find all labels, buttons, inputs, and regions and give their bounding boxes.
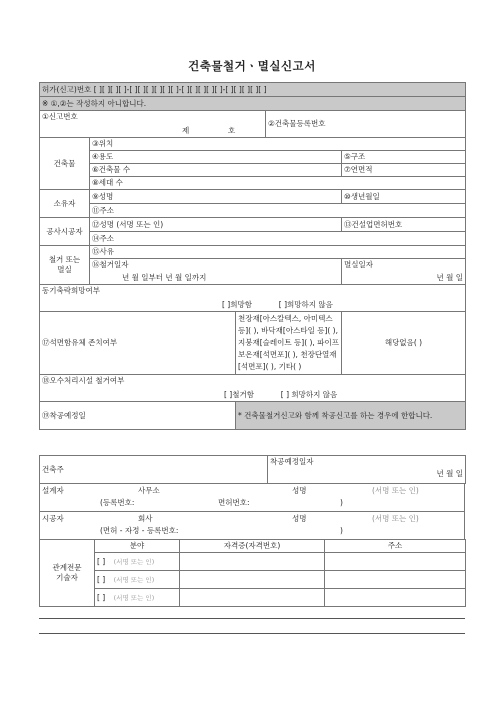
experts-col-addr: 주소 xyxy=(325,540,466,553)
asbestos-label-text: ⑰석면함유체 존치여부 xyxy=(42,338,118,347)
owner-address-field[interactable]: ⑪주소 xyxy=(90,204,466,218)
owner-sign-cell[interactable] xyxy=(40,456,268,484)
expert-row-1-sig: (서명 또는 인) xyxy=(113,557,155,566)
demolition-period-text: 년 월 일부터 년 월 일까지 xyxy=(122,273,207,282)
sewage-cell xyxy=(40,375,466,402)
bottom-divider-2 xyxy=(39,633,465,634)
experts-col-cert: 자격증(자격번호) xyxy=(180,540,325,553)
loss-date-cell[interactable] xyxy=(342,259,466,285)
builder-label: 시공자 xyxy=(42,513,64,523)
expert-row-2-cert[interactable] xyxy=(180,571,325,589)
designer-office: 사무소 xyxy=(138,485,160,495)
experts-label xyxy=(40,540,95,607)
start-date-label: ⑲착공예정일 xyxy=(40,402,236,430)
asbestos-label xyxy=(40,312,236,375)
experts-label-1: 관계전문 xyxy=(52,563,82,572)
asbestos-text[interactable]: 천장재[아스칼텍스, 아미텍스 등]( ), 바닥재[아스타일 등]( ),지붕재[슬레이트 등]( ), 파이프보온재[석면포]( ), 천장단열재[석면포]( ), 기타( ) xyxy=(236,312,342,375)
demolition-label xyxy=(40,246,90,285)
location-field[interactable]: ③위치 xyxy=(90,138,466,151)
bottom-divider-1 xyxy=(39,618,465,619)
asbestos-none[interactable]: 해당없음( ) xyxy=(342,312,466,375)
start-date-sign-label: 착공예정일자 xyxy=(270,457,314,466)
start-date-text: 년 월 일 xyxy=(436,469,463,478)
expert-row-3-cert[interactable] xyxy=(180,589,325,607)
owner-label: 소유자 xyxy=(40,190,90,218)
expert-row-3-sig: (서명 또는 인) xyxy=(113,593,155,602)
expert-row-2-field[interactable] xyxy=(95,571,180,589)
report-number-cell[interactable] xyxy=(40,111,266,138)
contractor-license-field[interactable]: ⑬건설업면허번호 xyxy=(342,218,466,232)
builder-sig: (서명 또는 인) xyxy=(372,513,419,523)
designer-license: 면허번호: xyxy=(218,497,250,507)
experts-table xyxy=(39,539,466,607)
designer-sig: (서명 또는 인) xyxy=(372,485,419,495)
reason-field[interactable]: ⑮사유 xyxy=(90,246,466,259)
report-number-label: ①신고번호 xyxy=(42,112,78,121)
structure-field[interactable]: ⑤구조 xyxy=(342,151,466,164)
building-label: 건축물 xyxy=(40,138,90,190)
sewage-option-remove[interactable]: [ ]철거함 xyxy=(224,390,254,399)
experts-col-field: 분야 xyxy=(95,540,180,553)
builder-close: ) xyxy=(340,525,343,535)
expert-row-2-bracket: [ ] xyxy=(97,574,106,584)
area-field[interactable]: ⑦연면적 xyxy=(342,164,466,177)
consent-option-no[interactable]: [ ]희망하지 않음 xyxy=(278,300,333,309)
contractor-name-field[interactable]: ⑫성명 (서명 또는 인) xyxy=(90,218,342,232)
expert-row-3-addr[interactable] xyxy=(325,589,466,607)
start-date-note: * 건축물철거신고와 함께 착공신고를 하는 경우에 한합니다. xyxy=(236,402,466,430)
expert-row-1-addr[interactable] xyxy=(325,553,466,571)
form-table xyxy=(39,82,466,430)
designer-reg: (등록번호: xyxy=(100,497,135,507)
report-ho: 호 xyxy=(228,126,236,135)
contractor-address-field[interactable]: ⑭주소 xyxy=(90,232,466,246)
owner-birth-field[interactable]: ⑩생년월일 xyxy=(342,190,466,204)
contractor-label: 공사시공자 xyxy=(40,218,90,246)
designer-cell[interactable] xyxy=(40,484,465,512)
households-field[interactable]: ⑧세대 수 xyxy=(90,177,466,190)
expert-row-1-bracket: [ ] xyxy=(97,556,106,566)
building-reg-cell[interactable]: ②건축물등록번호 xyxy=(266,111,466,138)
permit-number-row: 허가(신고)번호 [ ][ ][ ][ ]-[ ][ ][ ][ ][ ][ ]-[ ][ ][ ][ ][ ]-[ ][ ][ ][ ][ ] xyxy=(40,83,466,97)
demolition-label-1: 철거 또는 xyxy=(48,255,81,264)
demolition-period-label: ⑯철거일자 xyxy=(92,260,129,269)
designer-label: 설계자 xyxy=(42,485,64,495)
builder-company: 회사 xyxy=(138,513,153,523)
owner-sign-label: 건축주 xyxy=(42,464,64,474)
designer-name: 성명 xyxy=(292,485,307,495)
expert-row-1-field[interactable] xyxy=(95,553,180,571)
sewage-label: ⑱오수처리시설 철거여부 xyxy=(42,376,125,385)
designer-table xyxy=(39,483,465,540)
consent-cell xyxy=(40,285,466,312)
experts-label-2: 기술자 xyxy=(56,573,78,582)
expert-row-2-sig: (서명 또는 인) xyxy=(113,575,155,584)
use-field[interactable]: ④용도 xyxy=(90,151,342,164)
expert-row-1-cert[interactable] xyxy=(180,553,325,571)
expert-row-2-addr[interactable] xyxy=(325,571,466,589)
signature-table xyxy=(39,455,466,484)
builder-license: (면허 - 자정 - 등록번호: xyxy=(100,525,179,535)
builder-name: 성명 xyxy=(292,513,307,523)
consent-option-yes[interactable]: [ ]희망함 xyxy=(222,300,252,309)
note-row: ※ ①,②는 작성하지 아니합니다. xyxy=(40,97,466,111)
expert-row-3-field[interactable] xyxy=(95,589,180,607)
consent-label: 동기축락희망여부 xyxy=(42,286,100,295)
loss-date-text: 년 월 일 xyxy=(436,273,464,282)
sewage-option-keep[interactable]: [ ] 희망하지 않음 xyxy=(280,390,338,399)
demolition-label-2: 멸실 xyxy=(57,265,72,274)
count-field[interactable]: ⑥건축물 수 xyxy=(90,164,342,177)
start-date-cell[interactable] xyxy=(268,456,466,484)
expert-row-3-bracket: [ ] xyxy=(97,592,106,602)
owner-name-field[interactable]: ⑨성명 xyxy=(90,190,342,204)
designer-close: ) xyxy=(340,497,343,507)
report-gu: 제 xyxy=(182,126,190,135)
form-title: 건축물철거ㆍ멸실신고서 xyxy=(188,59,316,73)
loss-date-label: 멸실일자 xyxy=(344,260,373,269)
builder-cell[interactable] xyxy=(40,512,465,540)
demolition-period-cell[interactable] xyxy=(90,259,342,285)
